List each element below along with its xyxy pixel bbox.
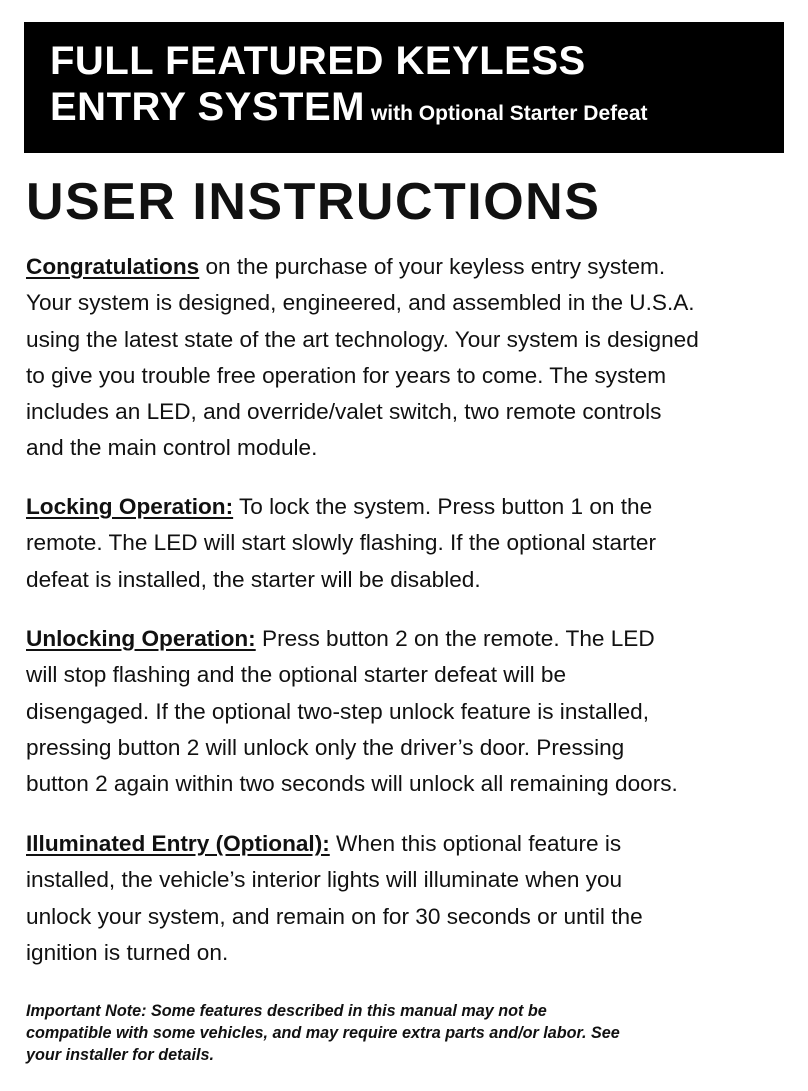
illuminated-entry-line: installed, the vehicle’s interior lights will illuminate when you [26,867,623,893]
unlocking-line: button 2 again within two seconds will unlock all remaining doors. [26,771,678,797]
locking-lead: Locking Operation: [26,494,234,519]
intro-lead: Congratulations [26,254,200,279]
important-note [26,1000,786,1066]
document-title: USER INSTRUCTIONS [26,173,601,231]
locking-line: To lock the system. Press button 1 on the [233,494,653,519]
header-title-line-2 [50,84,784,137]
important-note-line: your installer for details. [26,1046,215,1064]
important-note-line: Important Note: Some features described in this manual may not be [26,1002,547,1020]
locking-line: defeat is installed, the starter will be disabled. [26,566,481,592]
intro-line: includes an LED, and override/valet switch, two remote controls [26,399,662,425]
important-note-line: compatible with some vehicles, and may require extra parts and/or labor. See [26,1024,620,1042]
illuminated-entry-section [26,826,786,971]
illuminated-entry-lead: Illuminated Entry (Optional): [26,831,330,856]
unlocking-section [26,621,786,802]
header-title-line-1: FULL FEATURED KEYLESS [50,39,586,83]
illuminated-entry-line: ignition is turned on. [26,939,229,965]
intro-line: to give you trouble free operation for years to come. The system [26,362,667,388]
unlocking-line: will stop flashing and the optional starter defeat will be [26,662,567,688]
unlocking-line: Press button 2 on the remote. The LED [255,626,655,651]
locking-line: remote. The LED will start slowly flashing. If the optional starter [26,530,656,556]
unlocking-line: disengaged. If the optional two-step unlock feature is installed, [26,698,649,724]
header-banner [24,22,784,153]
header-subtitle: with Optional Starter Defeat [370,102,648,125]
illuminated-entry-line: unlock your system, and remain on for 30 seconds or until the [26,903,643,929]
intro-line: using the latest state of the art technology. Your system is designed [26,326,699,352]
intro-line: and the main control module. [26,435,318,461]
unlocking-line: pressing button 2 will unlock only the driver’s door. Pressing [26,734,625,760]
header-title-line-2-text: ENTRY SYSTEM [50,85,365,129]
intro-section [26,249,786,467]
illuminated-entry-line: When this optional feature is [329,831,622,856]
intro-line: on the purchase of your keyless entry system. [199,254,666,279]
locking-section [26,489,786,598]
intro-line: Your system is designed, engineered, and assembled in the U.S.A. [26,290,695,316]
unlocking-lead: Unlocking Operation: [26,626,256,651]
